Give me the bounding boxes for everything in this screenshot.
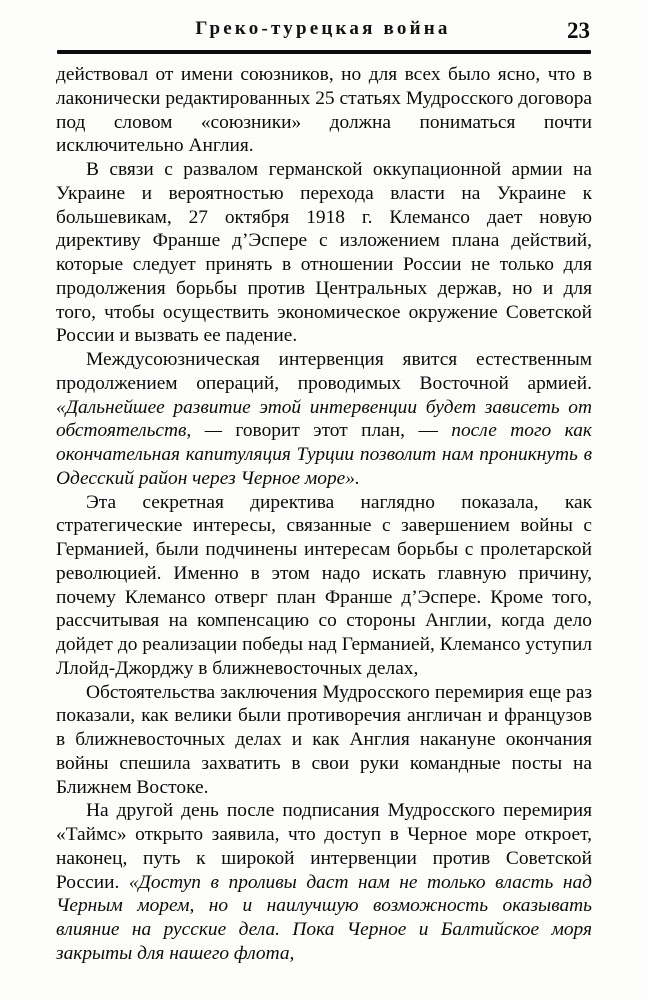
- italic-run: «Дальнейшее развитие этой интервенции будет зависеть от обстоятельств, —: [56, 396, 592, 442]
- italic-run: «Доступ в проливы даст нам не только власть над Черным морем, но и наилучшую возможность оказывать влияние на русские дела. Пока Черное и Балтийское моря закрыты для нашего флота,: [56, 871, 592, 964]
- roman-run: Эта секретная директива наглядно показала, как стратегические интересы, связанные с завершением войны с Германией, были подчинены интересам борьбы с пролетарской революцией. Именно в этом надо искать главную причину, почему Клемансо отверг план Франше д’Эспере. Кроме того, рассчитывая на компенсацию со стороны Англии, когда дело дойдет до реализации победы над Германией, Клемансо уступил Ллойд-Джорджу в ближневосточных делах,: [56, 491, 592, 679]
- paragraph: [56, 491, 592, 681]
- roman-run: Междусоюзническая интервенция явится естественным продолжением операций, проводимых Восточной армией.: [56, 349, 592, 394]
- roman-run: В связи с развалом германской оккупационной армии на Украине и вероятностью перехода власти на Украине к большевикам, 27 октября 1918 г. Клемансо дает новую директиву Франше д’Эспере с изложением плана действий, которые следует принять в отношении России не только для продолжения борьбы против Центральных держав, но и для того, чтобы осуществить экономическое окружение Советской России и вызвать ее падение.: [56, 159, 592, 347]
- roman-run: Обстоятельства заключения Мудросского перемирия еще раз показали, как велики были противоречия англичан и французов в ближневосточных делах и как Англия накануне окончания войны спешила захватить в свои руки командные посты на Ближнем Востоке.: [56, 681, 592, 798]
- roman-run: На другой день после подписания Мудросского перемирия «Таймс» открыто заявила, что доступ в Черное море откроет, наконец, путь к широкой интервенции против Советской России.: [56, 800, 592, 893]
- roman-run: говорит этот план, —: [235, 420, 452, 442]
- paragraph: [56, 158, 592, 348]
- header-rule: [57, 50, 591, 54]
- roman-run: действовал от имени союзников, но для всех было ясно, что в лаконически редактированных 25 статьях Мудросского договора под словом «союзники» должна пониматься почти исключительно Англия.: [56, 64, 592, 157]
- paragraph: [56, 681, 592, 800]
- paragraph: [56, 348, 592, 491]
- body-text: [56, 63, 592, 966]
- paragraph: [56, 799, 592, 965]
- running-head-title: Греко-турецкая война: [195, 18, 451, 39]
- paragraph: [56, 63, 592, 158]
- page-number: 23: [567, 18, 590, 43]
- running-head: [56, 18, 590, 46]
- italic-run: после того как окончательная капитуляция Турции позволит нам проникнуть в Одесский район через Черное море».: [56, 420, 592, 489]
